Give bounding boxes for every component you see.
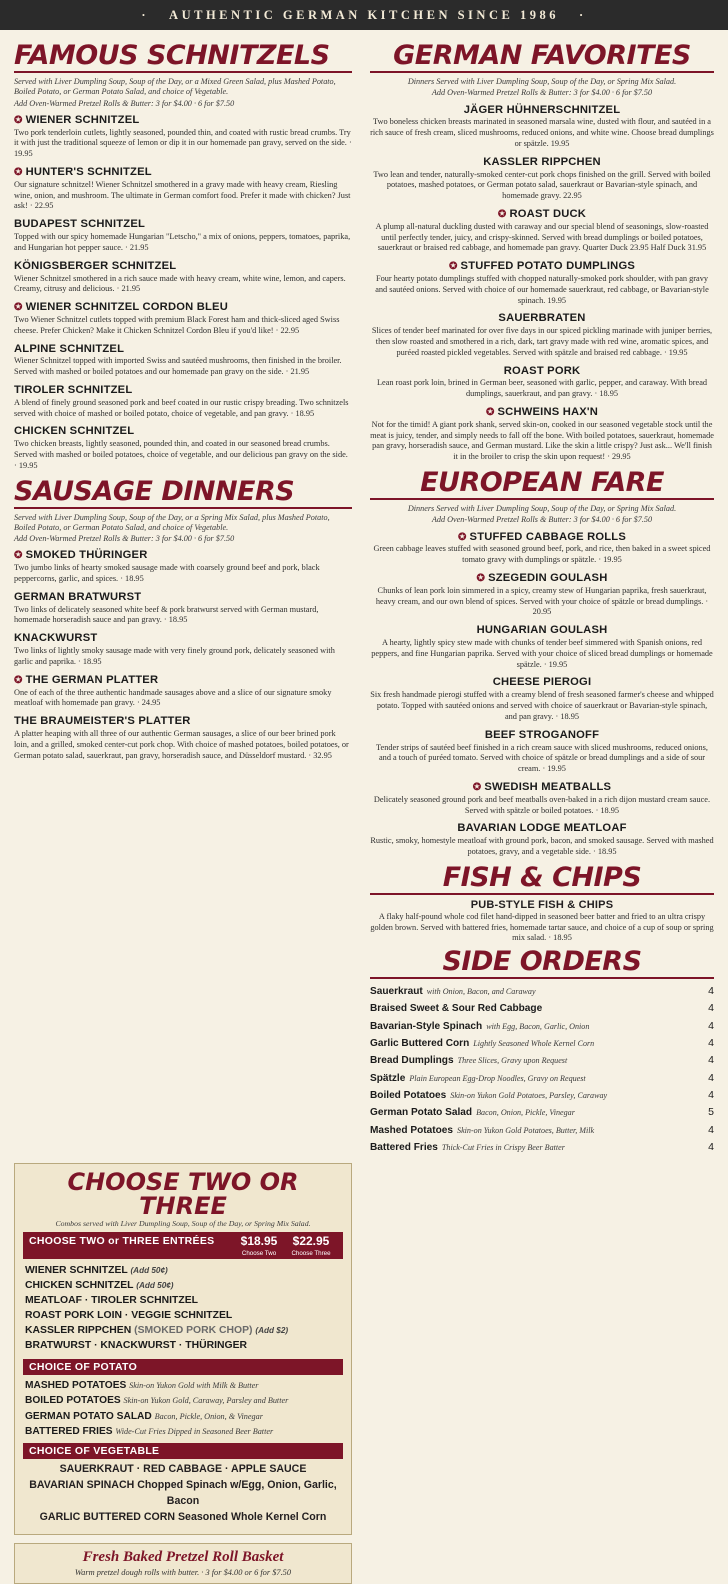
favorites-note-2: Add Oven-Warmed Pretzel Rolls & Butter: 3 for $4.00 · 6 for $7.50 <box>431 88 653 98</box>
combo-potato-band: CHOICE OF POTATO <box>23 1359 343 1375</box>
choice-name: GARLIC BUTTERED CORN <box>39 1510 178 1523</box>
menu-item-description: Two boneless chicken breasts marinated in seasoned marsala wine, dusted with flour, and sautéed in a rich sauce of fresh cream, sliced mushrooms, reduced onions, and white wine. Choose bread dumplings or spätzle. 19.95 <box>370 117 714 148</box>
side-orders-list <box>370 983 714 1156</box>
menu-item-description: Two links of delicately seasoned white beef & pork bratwurst served with German mustard, homemade horseradish sauce and pan gravy. · 18.95 <box>14 604 319 625</box>
side-order-row <box>370 1104 714 1121</box>
star-icon: ✪ <box>448 261 461 273</box>
menu-item-description: Tender strips of sautéed beef finished in a rich cream sauce with sliced mushrooms, reduced onions, and a touch of puréed tomato. Served with choice of spätzle or bread dumplings and a side of sour cream. · 19.95 <box>376 742 708 774</box>
choice-description: Seasoned Whole Kernel Corn <box>177 1510 327 1523</box>
menu-item <box>370 531 714 566</box>
menu-item-name: KNACKWURST <box>14 632 98 645</box>
banner-right-dot: · <box>578 7 587 22</box>
menu-item-name: CHEESE PIEROGI <box>492 676 592 689</box>
menu-item-description: A plump all-natural duckling dusted with caraway and our special blend of seasonings, slow-roasted until perfectly tender, juicy, and crispy-skinned. Served with bread dumplings or boiled potatoes, sauerkraut or braised red cabbage, and homemade pan gravy. Quarter Duck 23.95 Half Duck 31.95 <box>375 221 709 253</box>
choice-line <box>25 1462 341 1478</box>
schnitzel-item-list <box>14 114 352 472</box>
combo-potato-list <box>23 1375 343 1439</box>
side-order-price: 4 <box>708 1037 714 1050</box>
menu-item <box>370 781 714 816</box>
pretzel-title: Fresh Baked Pretzel Roll Basket <box>82 1548 284 1565</box>
combo-entree-line: CHICKEN SCHNITZEL (Add 50¢) <box>25 1279 174 1291</box>
choice-line <box>25 1510 341 1526</box>
section-famous-schnitzels <box>14 42 352 472</box>
side-order-name: German Potato Salad <box>370 1107 473 1119</box>
side-order-price: 4 <box>708 1123 714 1136</box>
star-icon: ✪ <box>14 674 26 686</box>
side-order-row <box>370 1052 714 1069</box>
combo-caption-three: Choose Three <box>291 1249 331 1257</box>
menu-item <box>370 156 714 202</box>
menu-item-name: BUDAPEST SCHNITZEL <box>14 218 146 231</box>
section-title-sausages: SAUSAGE DINNERS <box>14 475 295 507</box>
menu-item-name: ✪ SWEDISH MEATBALLS <box>472 780 612 793</box>
star-icon: ✪ <box>14 114 26 126</box>
divider <box>370 71 714 73</box>
side-order-description: Skin-on Yukon Gold Potatoes, Butter, Milk <box>457 1125 595 1135</box>
menu-item-description: Two lean and tender, naturally-smoked center-cut pork chops finished on the grill. Served with boiled potatoes, mashed potatoes, or German potato salad, sauerkraut or Bavarian-style spinach, and homemade gravy. 22.95 <box>373 169 711 201</box>
menu-item-description: Two chicken breasts, lightly seasoned, pounded thin, and coated in our seasoned bread crumbs. Served with mashed or boiled potatoes, choice of vegetable, and our delicious pan gravy on the side. · 19.95 <box>14 439 348 470</box>
menu-item-description: Green cabbage leaves stuffed with seasoned ground beef, pork, and rice, then baked in a sweet spiced tomato gravy with dumplings or spätzle. · 19.95 <box>373 544 711 565</box>
section-fish-and-chips <box>370 861 714 944</box>
side-order-description: Lightly Seasoned Whole Kernel Corn <box>473 1039 595 1049</box>
european-item-list <box>370 531 714 858</box>
side-order-row <box>370 1070 714 1087</box>
pretzel-basket-box <box>14 1543 352 1584</box>
menu-item <box>370 729 714 775</box>
menu-item <box>370 312 714 358</box>
choice-description: Skin-on Yukon Gold, Caraway, Parsley and Butter <box>123 1396 289 1406</box>
menu-item <box>14 715 352 761</box>
side-order-price: 4 <box>708 1002 714 1015</box>
combo-entree-line: WIENER SCHNITZEL (Add 50¢) <box>25 1264 168 1276</box>
side-order-row <box>370 983 714 1000</box>
menu-item-name: ROAST PORK <box>503 364 581 377</box>
side-order-name: Bavarian-Style Spinach <box>370 1020 483 1032</box>
menu-item-description: Slices of tender beef marinated for over five days in our spiced pickling marinade with juniper berries, then slow roasted and smothered in a rich, dark, tart gravy made with red wine, aromatic spices, and puréed roasted pickled vegetables. Served with spätzle and braised red cabbage. · 19.95 <box>371 326 713 357</box>
banner-left-dot: · <box>141 7 150 22</box>
side-order-name: Sauerkraut <box>370 986 423 998</box>
side-order-name: Spätzle <box>370 1072 406 1084</box>
combo-entree-line: MEATLOAF · TIROLER SCHNITZEL <box>25 1294 198 1306</box>
menu-item-name: ✪ WIENER SCHNITZEL CORDON BLEU <box>14 301 228 314</box>
menu-item <box>370 624 714 670</box>
menu-item-name: KÖNIGSBERGER SCHNITZEL <box>14 259 177 272</box>
side-order-price: 4 <box>708 985 714 998</box>
side-order-name: Braised Sweet & Sour Red Cabbage <box>370 1003 543 1015</box>
star-icon: ✪ <box>14 302 26 314</box>
menu-item-description: Topped with our spicy homemade Hungarian "Letscho," a mix of onions, peppers, tomatoes, paprika, and Hungarian hot pepper sauce. · 21.95 <box>14 232 351 252</box>
menu-item-description: Wiener Schnitzel topped with imported Swiss and sautéed mushrooms, then finished in the broiler. Served with mashed or boiled potatoes and our homemade pan gravy on the side. · 21.95 <box>14 356 342 377</box>
menu-item-description: A blend of finely ground seasoned pork and beef coated in our rustic crispy breading. Two schnitzels served with choice of mashed or boiled potato, choice of vegetable, and pan gravy. · 18.95 <box>14 397 349 418</box>
menu-item-description: Two pork tenderloin cutlets, lightly seasoned, pounded thin, and coated with rustic bread crumbs. Try it with just the traditional squeeze of lemon or dip it in our homemade pan gravy, served on the side. · 19.95 <box>14 127 352 159</box>
menu-item <box>370 676 714 722</box>
star-icon: ✪ <box>457 531 470 543</box>
side-order-description: Bacon, Onion, Pickle, Vinegar <box>476 1108 575 1118</box>
menu-item-description: Chunks of lean pork loin simmered in a spicy, creamy stew of Hungarian paprika, fresh sauerkraut, heavy cream, and our own blend of spices. Served with your choice of spätzle or bread dumplings. · 20.95 <box>375 585 709 617</box>
side-order-price: 5 <box>708 1106 714 1119</box>
menu-item-name: ✪ ROAST DUCK <box>497 207 587 220</box>
divider <box>14 507 352 509</box>
star-icon: ✪ <box>472 781 485 793</box>
side-order-description: with Onion, Bacon, and Caraway <box>426 987 536 997</box>
star-icon: ✪ <box>476 572 489 584</box>
menu-item-description: A platter heaping with all three of our authentic German sausages, a slice of our beer brined pork loin, and a grilled, smoked center-cut pork chop. With choice of mashed potatoes, boiled potatoes, or German potato salad, sauerkraut, pan gravy, horseradish sauce, and Düsseldorf mustard. · 32.95 <box>14 728 349 760</box>
menu-item-description: Lean roast pork loin, brined in German beer, seasoned with garlic, pepper, and caraway. With bread dumplings, sauerkraut, and pan gravy. · 18.95 <box>376 378 708 399</box>
menu-item <box>14 343 352 378</box>
menu-item-description: Rustic, smoky, homestyle meatloaf with ground pork, bacon, and smoked sausage. Served with mashed potatoes, gravy, and a vegetable side. · 18.95 <box>370 836 714 856</box>
menu-item-description: Two jumbo links of hearty smoked sausage made with coarsely ground beef and pork, black peppercorns, garlic, and spices. · 18.95 <box>14 563 320 583</box>
menu-item-description: Two Wiener Schnitzel cutlets topped with premium Black Forest ham and thick-sliced aged Swiss cheese. Prefer Chicken? Make it Chicken Schnitzel Cordon Bleu if you'd like! · 22.95 <box>14 314 340 335</box>
star-icon: ✪ <box>14 166 26 178</box>
choice-line <box>25 1424 341 1439</box>
combo-entree-note: (SMOKED PORK CHOP) <box>134 1324 256 1336</box>
menu-item-description: Delicately seasoned ground pork and beef meatballs oven-baked in a rich dijon mustard cream sauce. Served with spätzle or boiled potatoes. · 18.95 <box>373 794 711 815</box>
menu-item-name: ✪ SMOKED THÜRINGER <box>14 549 148 562</box>
side-order-price: 4 <box>708 1071 714 1084</box>
side-order-description: with Egg, Bacon, Garlic, Onion <box>486 1021 590 1031</box>
choice-line <box>25 1378 341 1393</box>
menu-item <box>370 406 714 463</box>
pretzel-subtitle: Warm pretzel dough rolls with butter. · 3 for $4.00 or 6 for $7.50 <box>74 1567 292 1577</box>
combo-band-label: CHOOSE TWO or THREE ENTRÉES <box>29 1234 215 1247</box>
combo-subtitle: Combos served with Liver Dumpling Soup, Soup of the Day, or Spring Mix Salad. <box>55 1218 311 1228</box>
menu-item <box>370 572 714 618</box>
european-note-1: Dinners Served with Liver Dumpling Soup, Soup of the Day, or Spring Mix Salad. <box>407 504 677 514</box>
menu-item <box>14 218 352 253</box>
star-icon: ✪ <box>497 208 510 220</box>
sausages-note-1: Served with Liver Dumpling Soup, Soup of the Day, or a Spring Mix Salad, plus Mashed Potato, Boiled Potato, or German Potato Salad, and choice of Vegetable. <box>14 512 330 532</box>
side-order-name: Garlic Buttered Corn <box>370 1038 470 1050</box>
combo-caption-two: Choose Two <box>241 1249 277 1257</box>
combo-entree-line: ROAST PORK LOIN · VEGGIE SCHNITZEL <box>25 1309 233 1321</box>
sausage-item-list <box>14 549 352 761</box>
combo-price-two: $18.95 <box>240 1233 278 1248</box>
choice-description: Skin-on Yukon Gold with Milk & Butter <box>129 1380 259 1390</box>
menu-item <box>14 384 352 419</box>
menu-columns <box>0 30 728 1157</box>
menu-item-name: ✪ SZEGEDIN GOULASH <box>476 571 608 584</box>
menu-item <box>14 425 352 471</box>
choice-line <box>25 1409 341 1424</box>
choice-name: BAVARIAN SPINACH <box>29 1479 138 1492</box>
side-order-description: Plain European Egg-Drop Noodles, Gravy on Request <box>409 1073 586 1083</box>
menu-item-name: ALPINE SCHNITZEL <box>14 342 125 355</box>
menu-item-description: Our signature schnitzel! Wiener Schnitzel smothered in a gravy made with heavy cream, Riesling wine, onion, and mushroom. The ultimate in German comfort food. Prefer it made with chicken? Just ask! · 22.95 <box>14 179 351 211</box>
choice-name: BOILED POTATOES <box>25 1395 124 1407</box>
menu-item-name: CHICKEN SCHNITZEL <box>14 425 135 438</box>
menu-item <box>14 549 352 584</box>
choice-name: BATTERED FRIES <box>25 1425 116 1437</box>
side-order-description: Skin-on Yukon Gold Potatoes, Parsley, Caraway <box>450 1091 608 1101</box>
menu-item-name: BEEF STROGANOFF <box>484 728 600 741</box>
section-sausage-dinners <box>14 475 352 762</box>
side-order-price: 4 <box>708 1054 714 1067</box>
section-title-european: EUROPEAN FARE <box>420 467 664 499</box>
section-european-fare <box>370 469 714 858</box>
menu-item <box>14 166 352 212</box>
side-order-row <box>370 1000 714 1017</box>
combo-veg-band: CHOICE OF VEGETABLE <box>23 1443 343 1459</box>
side-order-price: 4 <box>708 1019 714 1032</box>
section-title-schnitzels: FAMOUS SCHNITZELS <box>14 40 330 71</box>
side-order-row <box>370 1087 714 1104</box>
side-order-row <box>370 1122 714 1139</box>
schnitzels-note-2: Add Oven-Warmed Pretzel Rolls & Butter: 3 for $4.00 · 6 for $7.50 <box>14 98 235 108</box>
menu-item-name: ✪ STUFFED POTATO DUMPLINGS <box>448 260 636 273</box>
menu-item-description: One of each of the three authentic handmade sausages above and a slice of our signature smoky meatloaf with homemade pan gravy. · 24.95 <box>14 687 332 708</box>
menu-item <box>370 365 714 400</box>
divider <box>370 893 714 895</box>
menu-item <box>370 104 714 150</box>
menu-item-description: Not for the timid! A giant pork shank, served skin-on, cooked in our seasoned vegetable stock until the meat is juicy, tender, and simply needs to fall off the bone. With boiled potatoes, sauerkraut, homemade pan gravy, horseradish sauce, and German mustard. Like the skin a little crispy? Just ask... We'll finish it in the broiler to crisp the skin upon request! · 29.95 <box>370 419 714 462</box>
choice-description: Bacon, Pickle, Onion, & Vinegar <box>154 1411 263 1421</box>
combo-entree-upcharge: (Add $2) <box>255 1325 289 1335</box>
menu-item-name: ✪ HUNTER'S SCHNITZEL <box>14 165 152 178</box>
menu-item <box>370 260 714 306</box>
menu-item-name: THE BRAUMEISTER'S PLATTER <box>14 715 191 728</box>
combo-title: CHOOSE TWO OR THREE <box>67 1167 299 1220</box>
menu-item-name: ✪ THE GERMAN PLATTER <box>14 673 159 686</box>
sausages-note-2: Add Oven-Warmed Pretzel Rolls & Butter: 3 for $4.00 · 6 for $7.50 <box>14 534 235 544</box>
fish-subtitle: PUB-STYLE FISH & CHIPS <box>470 898 614 911</box>
favorites-item-list <box>370 104 714 464</box>
combo-entree-line: KASSLER RIPPCHEN (SMOKED PORK CHOP) (Add $2) <box>25 1324 289 1336</box>
menu-item <box>14 301 352 336</box>
choose-two-or-three-box <box>14 1163 352 1535</box>
divider <box>370 498 714 500</box>
favorites-note-1: Dinners Served with Liver Dumpling Soup, Soup of the Day, or Spring Mix Salad. <box>407 77 677 86</box>
combo-entree-list <box>23 1259 343 1355</box>
menu-item <box>370 822 714 857</box>
menu-item <box>14 260 352 295</box>
side-order-price: 4 <box>708 1089 714 1102</box>
combo-vegetable-list <box>23 1459 343 1526</box>
side-order-price: 4 <box>708 1141 714 1154</box>
menu-item-description: Four hearty potato dumplings stuffed with chopped naturally-smoked pork shoulder, with pan gravy and sautéed onions. Served with choice of our homemade sauerkraut, red cabbage, or Bavarian-style spinach. 19.95 <box>375 274 709 305</box>
menu-item-name: ✪ SCHWEINS HAX'N <box>485 406 599 419</box>
menu-item-name: KASSLER RIPPCHEN <box>483 155 601 168</box>
combo-entree-upcharge: (Add 50¢) <box>136 1280 174 1290</box>
european-note-2: Add Oven-Warmed Pretzel Rolls & Butter: 3 for $4.00 · 6 for $7.50 <box>431 515 653 525</box>
section-side-orders <box>370 948 714 1156</box>
top-banner <box>0 0 728 30</box>
combo-price-band <box>23 1232 343 1250</box>
combo-entree-line: BRATWURST · KNACKWURST · THÜRINGER <box>25 1339 248 1351</box>
combo-entree-upcharge: (Add 50¢) <box>130 1265 168 1275</box>
menu-item-name: GERMAN BRATWURST <box>14 590 142 603</box>
divider <box>370 977 714 979</box>
left-column <box>14 38 362 1157</box>
side-order-row <box>370 1139 714 1156</box>
choice-name: SAUERKRAUT · RED CABBAGE · APPLE SAUCE <box>59 1463 307 1476</box>
side-order-name: Battered Fries <box>370 1142 438 1154</box>
menu-item <box>14 674 352 709</box>
section-title-fish: FISH & CHIPS <box>442 861 642 893</box>
menu-item <box>14 114 352 160</box>
choice-description: Chopped Spinach w/Egg, Onion, Garlic, Bacon <box>137 1479 337 1507</box>
section-title-sides: SIDE ORDERS <box>442 946 642 978</box>
menu-item-description: Two links of lightly smoky sausage made with very finely ground pork, delicately seasoned with garlic and paprika. · 18.95 <box>14 646 335 666</box>
menu-item <box>370 208 714 254</box>
side-order-description: Thick-Cut Fries in Crispy Beer Batter <box>441 1143 565 1153</box>
menu-item-name: ✪ STUFFED CABBAGE ROLLS <box>457 530 627 543</box>
choice-description: Wide-Cut Fries Dipped in Seasoned Beer Batter <box>115 1426 274 1436</box>
schnitzels-note-1: Served with Liver Dumpling Soup, Soup of the Day, or a Mixed Green Salad, plus Mashed Potato, Boiled Potato, or German Potato Salad, and choice of Vegetable. <box>14 77 336 97</box>
menu-item-name: SAUERBRATEN <box>498 312 586 325</box>
menu-item-name: BAVARIAN LODGE MEATLOAF <box>457 822 627 835</box>
fish-description: A flaky half-pound whole cod filet hand-dipped in seasoned beer batter and fried to an ultra crispy golden brown. Served with battered fries, homemade tartar sauce, and choice of a cup of soup or spring mix salad. · 18.95 <box>370 911 714 943</box>
side-order-name: Boiled Potatoes <box>370 1090 447 1102</box>
right-column <box>362 38 714 1157</box>
side-order-name: Bread Dumplings <box>370 1055 454 1067</box>
menu-item-name: HUNGARIAN GOULASH <box>476 624 608 637</box>
combo-price-three: $22.95 <box>292 1233 330 1248</box>
side-order-description: Three Slices, Gravy upon Request <box>457 1056 568 1066</box>
menu-item <box>14 632 352 667</box>
section-german-favorites <box>370 42 714 463</box>
menu-item-description: Wiener Schnitzel smothered in a rich sauce made with heavy cream, white wine, lemon, and capers. Creamy, citrusy and delicious. · 21.95 <box>14 273 346 294</box>
side-order-row <box>370 1018 714 1035</box>
star-icon: ✪ <box>14 550 26 562</box>
banner-title: AUTHENTIC GERMAN KITCHEN SINCE 1986 <box>169 7 559 22</box>
divider <box>14 71 352 73</box>
choice-name: GERMAN POTATO SALAD <box>25 1410 155 1422</box>
menu-item <box>14 591 352 626</box>
choice-line <box>25 1478 341 1510</box>
menu-item-name: JÄGER HÜHNERSCHNITZEL <box>463 103 621 116</box>
choice-line <box>25 1393 341 1408</box>
star-icon: ✪ <box>485 407 498 419</box>
choice-name: MASHED POTATOES <box>25 1379 130 1391</box>
menu-item-description: A hearty, lightly spicy stew made with chunks of tender beef simmered with Spanish onions, red peppers, and fine Hungarian paprika. Served with your choice of sliced bread dumplings or homemade spätzle. · 19.95 <box>371 638 713 669</box>
side-order-name: Mashed Potatoes <box>370 1124 454 1136</box>
menu-item-name: ✪ WIENER SCHNITZEL <box>14 113 140 126</box>
combo-price-captions <box>23 1250 343 1259</box>
menu-item-description: Six fresh handmade pierogi stuffed with a creamy blend of fresh seasoned farmer's cheese and whipped potato. Topped with sautéed onions and served with choice of sauerkraut or Bavarian-style spinach, and pan gravy. · 18.95 <box>370 690 714 721</box>
section-title-favorites: GERMAN FAVORITES <box>393 40 691 71</box>
side-order-row <box>370 1035 714 1052</box>
menu-item-name: TIROLER SCHNITZEL <box>14 383 133 396</box>
